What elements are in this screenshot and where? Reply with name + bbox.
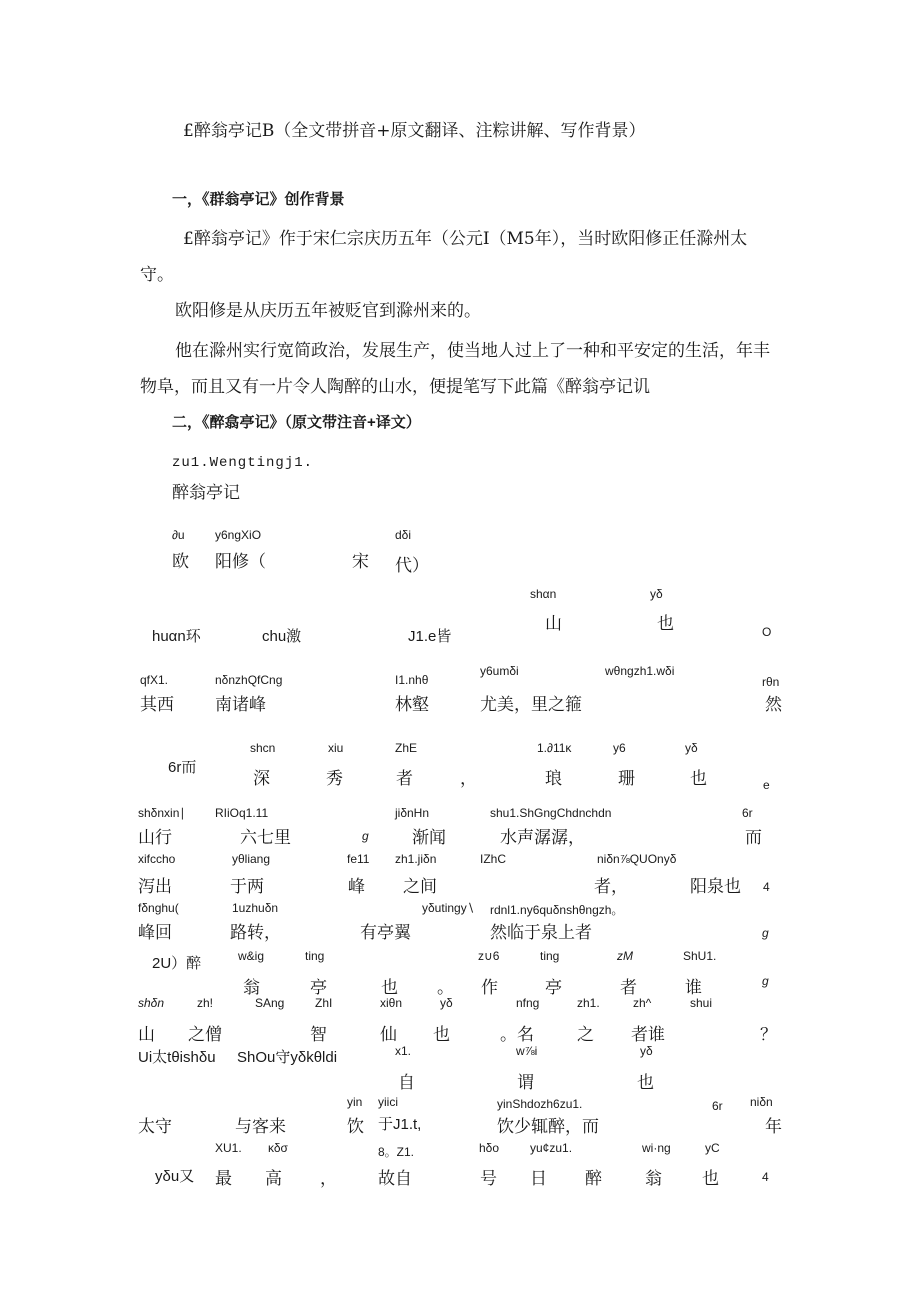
hanzi-token: 亭 [545, 978, 562, 998]
pinyin-token: qfX1. [140, 673, 169, 687]
pinyin-token: fe11 [347, 852, 370, 866]
pinyin-token: niδn⅞QUOnyδ [597, 852, 677, 866]
hanzi-token: 代） [395, 556, 429, 576]
paragraph-demotion: 欧阳修是从庆历五年被贬官到滁州来的。 [175, 301, 481, 321]
pinyin-token: 8。Z1. [378, 1145, 415, 1159]
hanzi-token: ， [320, 1169, 337, 1189]
pinyin-token: xifccho [138, 852, 176, 866]
hanzi-token: 林壑 [395, 695, 429, 715]
hanzi-token: 路转， [230, 923, 281, 943]
pinyin-token: niδn [750, 1095, 773, 1109]
pinyin-token: wi·ng [642, 1141, 671, 1155]
pinyin-token: κδσ [268, 1141, 288, 1155]
pinyin-token: w⅞i [516, 1044, 538, 1058]
mixed-token: yδu又 [155, 1168, 195, 1185]
hanzi-token: 饮少辄醉，而 [497, 1117, 599, 1137]
pinyin-token: nδnzhQfCng [215, 673, 283, 687]
hanzi-token: 宋 [352, 552, 369, 572]
pinyin-token: rθn [762, 675, 780, 689]
hanzi-token: 最 [215, 1169, 232, 1189]
pinyin-token: y6umδi [480, 664, 519, 678]
pinyin-token: zh1.jiδn [395, 852, 437, 866]
pinyin-token: dδi [395, 528, 412, 542]
hanzi-token: 者谁 [631, 1025, 665, 1045]
hanzi-token: 琅 [545, 769, 562, 789]
hanzi-token: 翁 [243, 978, 260, 998]
pinyin-token: shu1.ShGngChdnchdn [490, 806, 612, 820]
hanzi-token: 者 [620, 978, 637, 998]
hanzi-token: 智 [310, 1025, 327, 1045]
hanzi-token: 也 [657, 614, 674, 634]
mixed-token: J1.e皆 [408, 628, 452, 645]
hanzi-token: 然临于泉上者 [490, 923, 592, 943]
pinyin-token: zM [617, 949, 633, 963]
hanzi-token: 峰 [348, 877, 365, 897]
pinyin-token: fδnghu( [138, 901, 179, 915]
hanzi-token: 作 [481, 978, 498, 998]
hanzi-token: 尤美，里之箍 [480, 695, 582, 715]
pinyin-token: yδ [640, 1044, 653, 1058]
hanzi-token: 水声潺潺， [500, 828, 585, 848]
pinyin-token: 1.∂11κ [537, 741, 572, 755]
pinyin-token: yu¢zu1. [530, 1141, 573, 1155]
hanzi-token: 与客来 [235, 1117, 286, 1137]
hanzi-token: 自 [398, 1073, 415, 1093]
hanzi-token: 者， [594, 877, 628, 897]
hanzi-token: 故自 [378, 1169, 412, 1189]
pinyin-token: shδnxin∣ [138, 806, 186, 820]
pinyin-token: ZhE [395, 741, 418, 755]
hanzi-token: 太守 [138, 1117, 172, 1137]
pinyin-token: ZhI [315, 996, 333, 1010]
pinyin-token: wθngzh1.wδi [605, 664, 675, 678]
pinyin-token: xiθn [380, 996, 403, 1010]
hanzi-token: 。名 [500, 1025, 534, 1045]
pinyin-token: yinShdozh6zu1. [497, 1097, 583, 1111]
pinyin-token: e [763, 778, 770, 792]
pinyin-token: 6r [742, 806, 753, 820]
pinyin-token: zh! [197, 996, 214, 1010]
hanzi-token: 也 [381, 978, 398, 998]
mixed-token: ShOu守yδkθldi [237, 1049, 338, 1066]
pinyin-token: nfng [516, 996, 540, 1010]
pinyin-token: g [362, 829, 369, 843]
pinyin-token: RIiOq1.11 [215, 806, 269, 820]
paragraph-background-line1: £醉翁亭记》作于宋仁宗庆历五年（公元I（M5年），当时欧阳修正任滁州太 [183, 229, 748, 249]
hanzi-token: 也 [690, 769, 707, 789]
hanzi-token: 谓 [517, 1073, 534, 1093]
pinyin-token: hδo [479, 1141, 500, 1155]
hanzi-token: 也 [702, 1169, 719, 1189]
hanzi-token: 亭 [310, 978, 327, 998]
pinyin-token: g [762, 974, 769, 988]
han-title: 醉翁亭记 [172, 483, 240, 503]
hanzi-token: 阳修（ [215, 552, 266, 572]
pinyin-token: O [762, 625, 772, 639]
hanzi-token: 号 [480, 1169, 497, 1189]
pinyin-token: xiu [328, 741, 344, 755]
pinyin-token: yδ [440, 996, 453, 1010]
hanzi-token: 有亭翼 [360, 923, 411, 943]
hanzi-token: 翁 [645, 1169, 662, 1189]
pinyin-token: y6ngXiO [215, 528, 262, 542]
hanzi-token: ， [460, 769, 477, 789]
hanzi-token: 南诸峰 [215, 695, 266, 715]
pinyin-token: zh^ [633, 996, 652, 1010]
pinyin-token: ShU1. [683, 949, 717, 963]
pinyin-token: yδ [650, 587, 663, 601]
pinyin-token: zh1. [577, 996, 600, 1010]
hanzi-token: 然 [765, 695, 782, 715]
section-heading-background: 一，《群翁亭记》创作背景 [172, 191, 345, 208]
mixed-token: 6r而 [168, 759, 197, 776]
hanzi-token: 山 [545, 614, 562, 634]
hanzi-token: 者 [396, 769, 413, 789]
paragraph-background-line2: 守。 [140, 265, 174, 285]
hanzi-token: 秀 [326, 769, 343, 789]
hanzi-token: 泻出 [138, 877, 172, 897]
pinyin-token: ∂u [172, 528, 185, 542]
hanzi-token: 之 [577, 1025, 594, 1045]
pinyin-token: 4 [762, 1170, 769, 1184]
hanzi-token: 山 [138, 1025, 155, 1045]
hanzi-token: 山行 [138, 828, 172, 848]
paragraph-governance-line1: 他在滁州实行宽简政治，发展生产，使当地人过上了一种和平安定的生活，年丰 [175, 341, 770, 361]
pinyin-token: shui [690, 996, 713, 1010]
pinyin-token: yθliang [232, 852, 271, 866]
mixed-token: chu激 [262, 628, 302, 645]
pinyin-token: SAng [255, 996, 285, 1010]
hanzi-token: 渐闻 [412, 828, 446, 848]
hanzi-token: 珊 [618, 769, 635, 789]
pinyin-token: g [762, 926, 769, 940]
hanzi-token: 深 [253, 769, 270, 789]
hanzi-token: 于两 [230, 877, 264, 897]
pinyin-token: z∪6 [478, 949, 500, 963]
pinyin-title: zu1.Wengtingj1. [172, 455, 314, 471]
hanzi-token: 仙 [380, 1025, 397, 1045]
pinyin-token: rdnl1.ny6quδnshθngzh。 [490, 903, 624, 917]
pinyin-token: shαn [530, 587, 557, 601]
pinyin-token: yiici [378, 1095, 398, 1109]
pinyin-token: yδ [685, 741, 698, 755]
pinyin-token: yin [347, 1095, 363, 1109]
hanzi-token: 年 [765, 1117, 782, 1137]
pinyin-token: shcn [250, 741, 276, 755]
hanzi-token: 而 [745, 828, 762, 848]
hanzi-token: 欧 [172, 552, 189, 572]
pinyin-token: x1. [395, 1044, 412, 1058]
hanzi-token: 阳泉也 [690, 877, 741, 897]
pinyin-token: y6 [613, 741, 626, 755]
pinyin-token: w&ig [238, 949, 265, 963]
hanzi-token: 也 [637, 1073, 654, 1093]
hanzi-token: 之间 [403, 877, 437, 897]
pinyin-token: 1uzhuδn [232, 901, 279, 915]
hanzi-token: ？ [760, 1025, 777, 1045]
hanzi-token: 峰回 [138, 923, 172, 943]
mixed-token: Ui太tθishδu [138, 1049, 216, 1066]
hanzi-token: 日 [530, 1169, 547, 1189]
pinyin-token: 4 [763, 880, 770, 894]
paragraph-governance-line2: 物阜，而且又有一片令人陶醉的山水，便提笔写下此篇《醉翁亭记讥 [140, 377, 650, 397]
pinyin-token: ting [540, 949, 560, 963]
pinyin-token: yδutingy∖ [422, 901, 475, 915]
mixed-token: 2U）醉 [152, 955, 202, 972]
hanzi-token: 高 [265, 1169, 282, 1189]
section-heading-original-text: 二，《醉翕亭记》（原文带注音+译文） [172, 414, 421, 431]
hanzi-token: 六七里 [240, 828, 291, 848]
pinyin-token: yC [705, 1141, 720, 1155]
pinyin-token: jiδnHn [395, 806, 430, 820]
hanzi-token: 醉 [585, 1169, 602, 1189]
hanzi-token: 其西 [140, 695, 174, 715]
hanzi-token: 饮 [347, 1117, 364, 1137]
mixed-token: huαn环 [152, 628, 201, 645]
pinyin-token: IZhC [480, 852, 507, 866]
hanzi-token: 也 [433, 1025, 450, 1045]
document-title: £醉翁亭记B（全文带拼音+原文翻译、注粽讲解、写作背景） [183, 121, 646, 141]
hanzi-token: 之僧 [188, 1025, 222, 1045]
mixed-token: 于J1.t, [378, 1116, 422, 1133]
hanzi-token: 。 [437, 978, 454, 998]
pinyin-token: ting [305, 949, 325, 963]
pinyin-token: 6r [712, 1099, 723, 1113]
pinyin-token: I1.nhθ [395, 673, 429, 687]
pinyin-token: shδn [138, 996, 165, 1010]
hanzi-token: 谁 [685, 978, 702, 998]
pinyin-token: XU1. [215, 1141, 242, 1155]
